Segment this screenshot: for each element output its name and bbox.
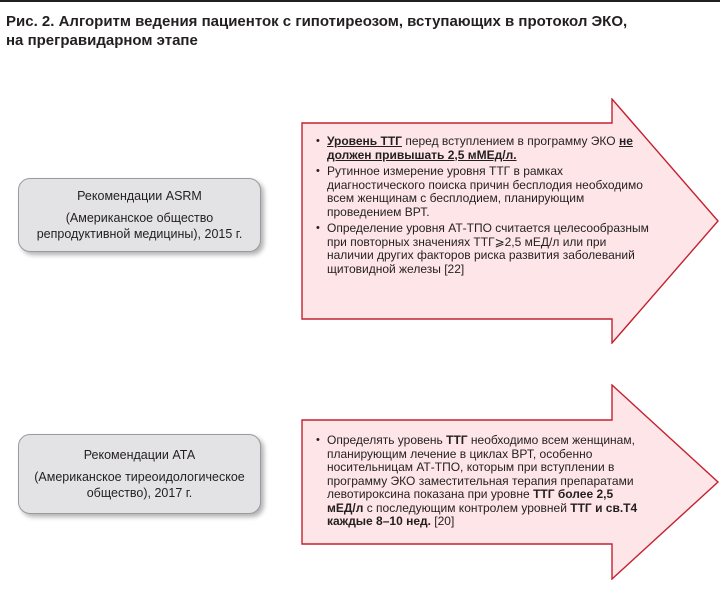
recommendation-description: (Американское тиреоидологическое общество), 2017 г.: [34, 470, 245, 500]
guideline-arrow-asrm: [300, 98, 720, 344]
bullet-item: [315, 434, 640, 529]
recommendation-description: (Американское общество репродуктивной медицины), 2015 г.: [36, 211, 243, 241]
bullet-list: [315, 135, 650, 279]
bullet-text: ТТГ более 2,5 мЕД/л: [327, 487, 614, 515]
bullet-text: [20]: [430, 514, 455, 528]
top-rule: [0, 0, 720, 2]
guideline-arrow-ata: [300, 384, 720, 580]
bullet-text: Рутинное измерение уровня ТТГ в рамках диагностического поиска причин бесплодия необходимо всем женщинам с бесплодием, планирующим проведением ВРТ.: [327, 164, 643, 219]
bullet-text: не должен привышать 2,5 мМЕд/л.: [327, 134, 633, 162]
recommendation-box-asrm: [18, 178, 261, 252]
figure-title-line1: Рис. 2. Алгоритм ведения пациенток с гипотиреозом, вступающих в протокол ЭКО,: [6, 13, 628, 30]
bullet-text: ТТГ и св.Т4 каждые 8–10 нед.: [327, 500, 638, 528]
recommendation-name: Рекомендации ASRM: [77, 189, 202, 203]
bullet-item: [315, 222, 650, 276]
recommendation-box-ata: [18, 434, 261, 514]
bullet-text: ТТГ: [446, 433, 468, 447]
bullet-text: Уровень ТТГ: [327, 134, 402, 148]
bullet-text: Определять уровень: [327, 433, 447, 447]
bullet-text: перед вступлением в программу ЭКО: [401, 134, 619, 148]
bullet-list: [315, 434, 640, 532]
bullet-text: с последующим контролем уровней: [363, 500, 571, 515]
figure-title-line2: на прегравидарном этапе: [6, 32, 198, 49]
bullet-item: [315, 135, 650, 162]
bullet-item: [315, 165, 650, 219]
figure-title: [6, 12, 706, 50]
bullet-text: Определение уровня АТ-ТПО считается целесообразным при повторных значениях ТТГ⩾2,5 мЕД/л или при наличии других факторов риска развития заболеваний щитовидной железы [22]: [327, 221, 649, 276]
bullet-text: необходимо всем женщинам, планирующим лечение в циклах ВРТ, особенно носительницам АТ-ТПО, которым при вступлении в программу ЭКО заместительная терапия препаратами левотироксина показана при уровне: [327, 433, 635, 501]
recommendation-name: Рекомендации АТА: [83, 448, 196, 462]
